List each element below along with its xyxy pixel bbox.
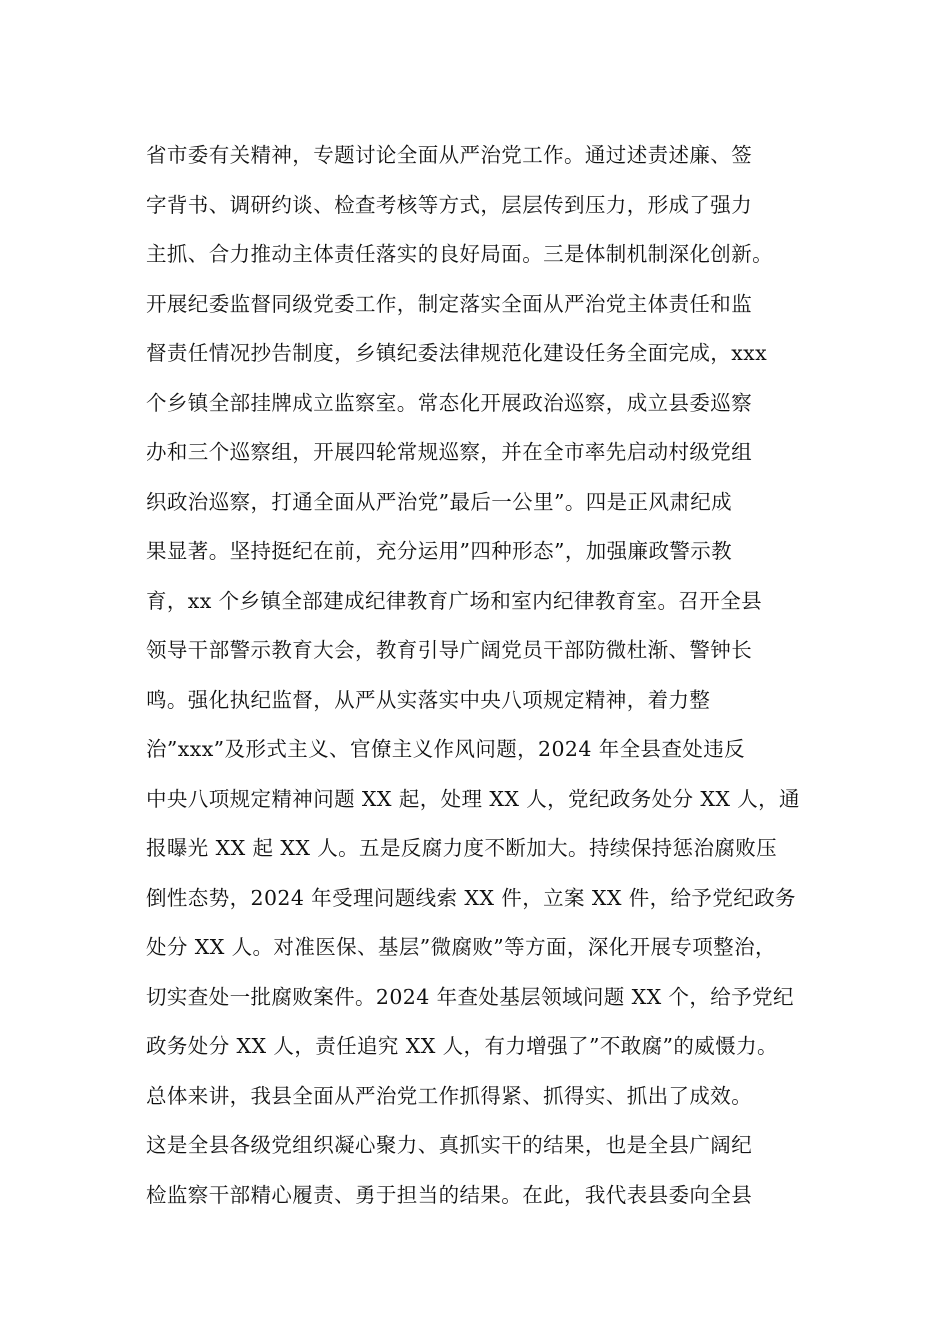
body-text	[146, 131, 836, 1220]
text-line: 这是全县各级党组织凝心聚力、真抓实干的结果，也是全县广阔纪	[146, 1133, 753, 1157]
text-line: 中央八项规定精神问题 XX 起，处理 XX 人，党纪政务处分 XX 人，通	[146, 786, 800, 811]
text-line: 倒性态势，2024 年受理问题线索 XX 件，立案 XX 件，给予党纪政务	[146, 885, 796, 910]
text-line: 办和三个巡察组，开展四轮常规巡察，并在全市率先启动村级党组	[146, 440, 753, 464]
text-line: 个乡镇全部挂牌成立监察室。常态化开展政治巡察，成立县委巡察	[146, 390, 753, 415]
text-line: 督责任情况抄告制度，乡镇纪委法律规范化建设任务全面完成，xxx	[146, 341, 768, 365]
text-line: 鸣。强化执纪监督，从严从实落实中央八项规定精神，着力整	[146, 687, 711, 712]
text-line: 领导干部警示教育大会，教育引导广阔党员干部防微杜渐、警钟长	[146, 638, 753, 662]
text-line: 育，xx 个乡镇全部建成纪律教育广场和室内纪律教育室。召开全县	[146, 588, 763, 613]
text-line: 处分 XX 人。对准医保、基层”微腐败”等方面，深化开展专项整治，	[146, 935, 776, 959]
text-line: 检监察干部精心履责、勇于担当的结果。在此，我代表县委向全县	[146, 1182, 753, 1207]
text-line: 政务处分 XX 人，责任追究 XX 人，有力增强了”不敢腐”的威慑力。	[146, 1034, 778, 1058]
text-line: 开展纪委监督同级党委工作，制定落实全面从严治党主体责任和监	[146, 291, 753, 316]
text-line: 治”xxx”及形式主义、官僚主义作风问题，2024 年全县查处违反	[146, 737, 746, 761]
text-line: 报曝光 XX 起 XX 人。五是反腐力度不断加大。持续保持惩治腐败压	[146, 836, 778, 860]
text-line: 主抓、合力推动主体责任落实的良好局面。三是体制机制深化创新。	[146, 242, 773, 266]
text-line: 果显著。坚持挺纪在前，充分运用”四种形态”，加强廉政警示教	[146, 539, 733, 563]
text-line: 总体来讲，我县全面从严治党工作抓得紧、抓得实、抓出了成效。	[146, 1083, 753, 1108]
text-line: 切实查处一批腐败案件。2024 年查处基层领域问题 XX 个，给予党纪	[146, 984, 794, 1009]
text-line: 省市委有关精神，专题讨论全面从严治党工作。通过述责述廉、签	[146, 143, 753, 167]
text-line: 织政治巡察，打通全面从严治党”最后一公里”。四是正风肃纪成	[146, 489, 733, 514]
text-line: 字背书、调研约谈、检查考核等方式，层层传到压力，形成了强力	[146, 192, 753, 217]
